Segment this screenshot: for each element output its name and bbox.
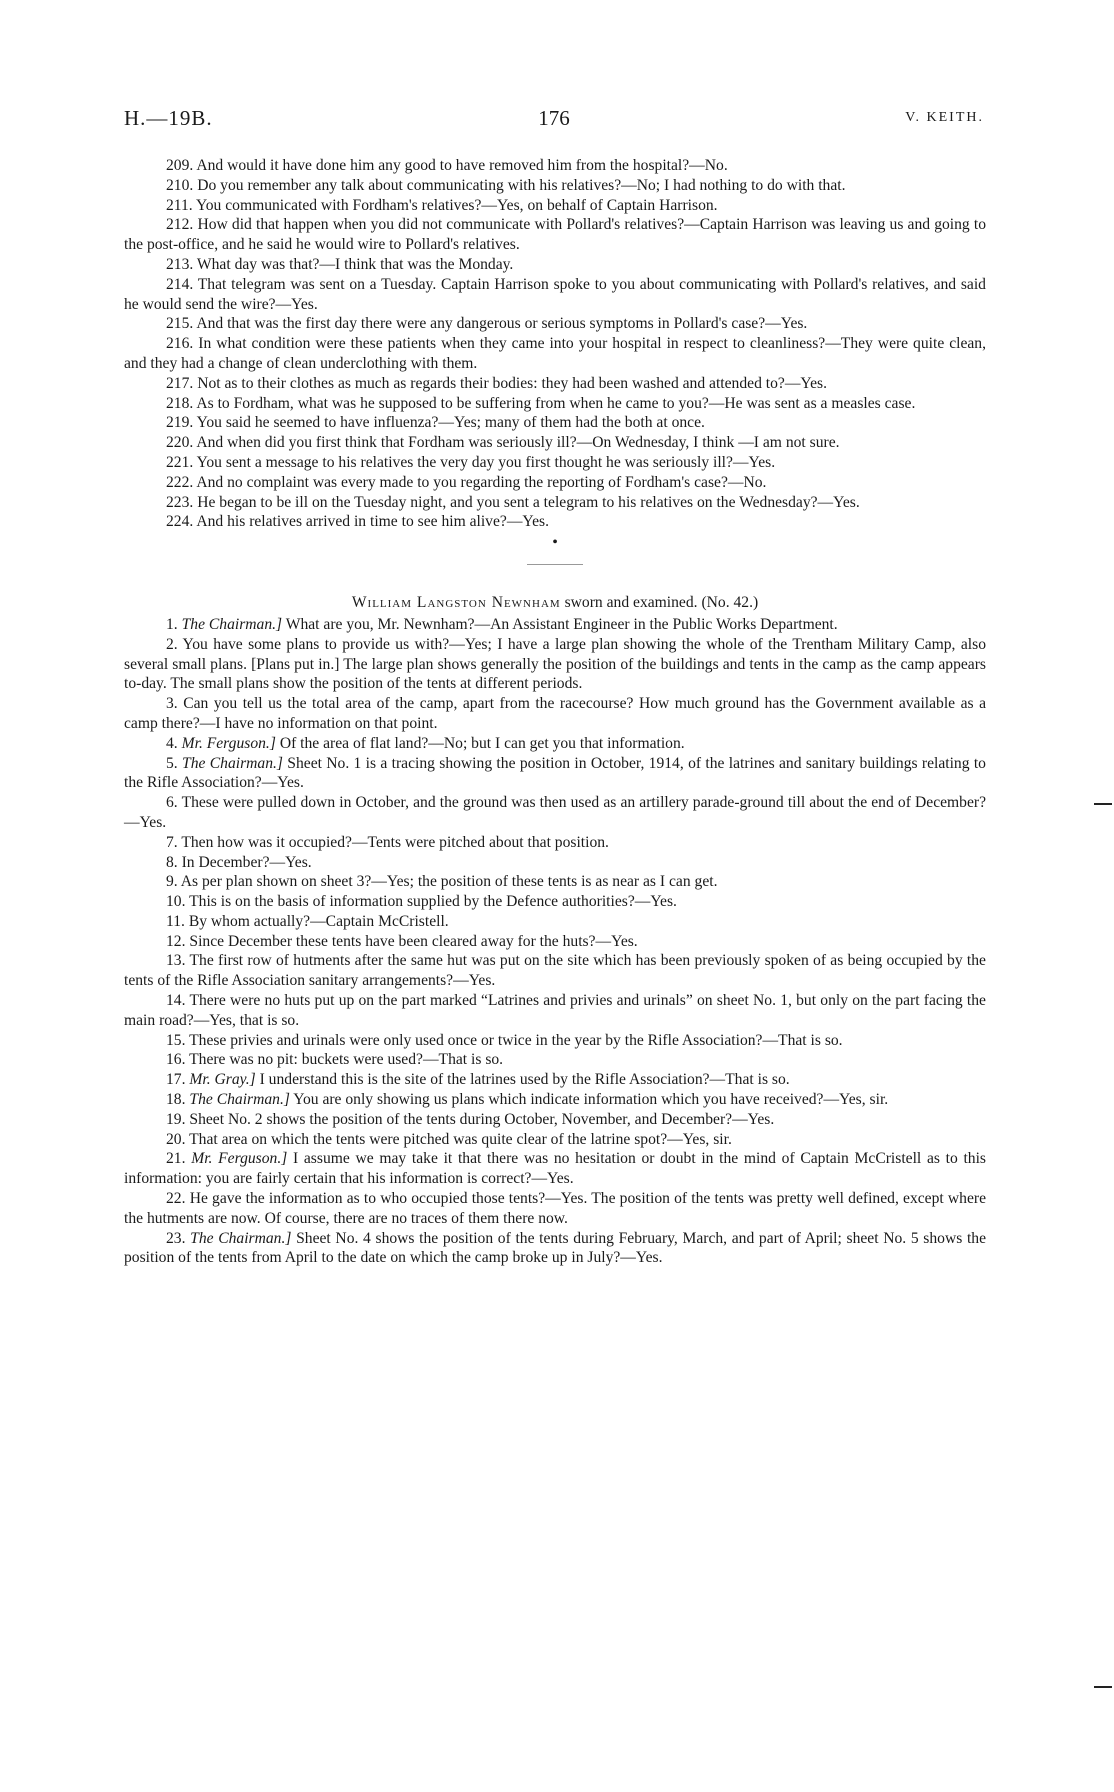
separator-bullet: • xyxy=(552,534,558,552)
question-answer-paragraph xyxy=(124,912,986,932)
question-answer-text: What are you, Mr. Newnham?—An Assistant Engineer in the Public Works Department. xyxy=(285,615,838,633)
question-answer-paragraph xyxy=(124,215,986,255)
testimony-part-1 xyxy=(124,156,986,532)
question-number: 210. xyxy=(166,176,194,194)
question-answer-text: As to Fordham, what was he supposed to be suffering from when he came to you?—He was sent as a measles case. xyxy=(196,394,916,412)
question-answer-text: Then how was it occupied?—Tents were pitched about that position. xyxy=(181,833,609,851)
question-number: 15. xyxy=(166,1031,186,1049)
question-answer-text: Of the area of flat land?—No; but I can get you that information. xyxy=(279,734,685,752)
question-number: 14. xyxy=(166,992,186,1010)
question-answer-paragraph xyxy=(124,1090,986,1110)
question-answer-text: In December?—Yes. xyxy=(181,853,312,871)
question-answer-text: He gave the information as to who occupied those tents?—Yes. The position of the tents was pretty well defined, except where the hutments are now. Of course, there are no traces of them there now. xyxy=(124,1190,986,1227)
question-number: 11. xyxy=(166,912,185,930)
speaker-label: The Chairman.] xyxy=(182,754,283,772)
question-number: 217. xyxy=(166,374,194,392)
question-answer-paragraph xyxy=(124,156,986,176)
question-answer-text: These were pulled down in October, and the ground was then used as an artillery parade-ground till about the end of December?—Yes. xyxy=(124,794,987,831)
question-number: 17. xyxy=(166,1071,186,1089)
question-number: 220. xyxy=(166,434,194,452)
heading-rest: sworn and examined. xyxy=(564,594,698,612)
question-answer-text: This is on the basis of information supplied by the Defence authorities?—Yes. xyxy=(189,893,677,911)
question-number: 213. xyxy=(166,255,194,273)
question-answer-paragraph xyxy=(124,1149,986,1189)
question-answer-text: I understand this is the site of the latrines used by the Rifle Association?—That is so. xyxy=(259,1071,790,1089)
question-answer-paragraph xyxy=(124,1070,986,1090)
question-number: 209. xyxy=(166,157,194,174)
question-answer-text: Sheet No. 2 shows the position of the tents during October, November, and December?—Yes. xyxy=(189,1110,775,1128)
question-answer-text: There were no huts put up on the part marked “Latrines and privies and urinals” on sheet No. 1, but only on the part facing the main road?—Yes, that is so. xyxy=(124,992,986,1029)
question-answer-paragraph xyxy=(124,635,986,694)
speaker-label: Mr. Ferguson.] xyxy=(181,734,276,752)
speaker-label: Mr. Ferguson.] xyxy=(191,1150,288,1168)
question-answer-text: The first row of hutments after the same hut was put on the site which has been previously spoken of as being occupied by the tents of the Rifle Association sanitary arrangements?—Yes. xyxy=(124,952,986,990)
question-number: 7. xyxy=(166,833,178,851)
question-answer-paragraph xyxy=(124,394,986,414)
question-number: 22. xyxy=(166,1190,186,1208)
question-answer-paragraph xyxy=(124,374,986,394)
question-number: 21. xyxy=(166,1150,186,1168)
question-number: 2. xyxy=(166,635,178,653)
question-answer-paragraph xyxy=(124,951,986,991)
question-answer-text: Sheet No. 4 shows the position of the tents during February, March, and part of April; sheet No. 5 shows the position of the tents from April to the date on which the camp broke up in July?—Yes. xyxy=(124,1229,986,1267)
question-answer-paragraph xyxy=(124,493,986,513)
question-answer-paragraph xyxy=(124,275,986,315)
question-answer-paragraph xyxy=(124,694,986,734)
question-number: 222. xyxy=(166,473,194,491)
question-number: 20. xyxy=(166,1130,186,1148)
question-number: 9. xyxy=(166,873,178,891)
question-answer-text: You sent a message to his relatives the very day you first thought he was seriously ill?—Yes. xyxy=(196,453,776,471)
question-number: 13. xyxy=(166,952,186,970)
question-answer-text: There was no pit: buckets were used?—That is so. xyxy=(189,1051,504,1069)
question-answer-paragraph xyxy=(124,1130,986,1150)
question-answer-text: How did that happen when you did not communicate with Pollard's relatives?—Captain Harrison was leaving us and going to the post-office, and he said he would wire to Pollard's relatives. xyxy=(124,216,986,254)
question-answer-text: And when did you first think that Fordham was seriously ill?—On Wednesday, I think —I am not sure. xyxy=(196,434,840,452)
question-answer-text: That telegram was sent on a Tuesday. Captain Harrison spoke to you about communicating with Pollard's relatives, and said he would send the wire?—Yes. xyxy=(124,275,986,313)
question-number: 223. xyxy=(166,493,194,511)
question-number: 10. xyxy=(166,893,186,911)
question-answer-paragraph xyxy=(124,1110,986,1130)
margin-mark xyxy=(1094,803,1112,805)
question-answer-paragraph xyxy=(124,1189,986,1229)
speaker-label: Mr. Gray.] xyxy=(189,1071,256,1089)
question-number: 219. xyxy=(166,414,194,432)
question-answer-paragraph xyxy=(124,176,986,196)
question-answer-paragraph xyxy=(124,793,986,833)
question-answer-text: You are only showing us plans which indicate information which you have received?—Yes, sir. xyxy=(293,1091,889,1109)
question-answer-text: What day was that?—I think that was the Monday. xyxy=(196,255,514,273)
witness-name: William Langston Newnham xyxy=(351,594,561,612)
question-answer-text: Can you tell us the total area of the camp, apart from the racecourse? How much ground has the Government available as a camp there?—I have no information on that point. xyxy=(124,695,986,732)
question-answer-paragraph xyxy=(124,1229,986,1269)
question-answer-paragraph xyxy=(124,334,986,374)
question-answer-text: In what condition were these patients when they came into your hospital in respect to cleanliness?—They were quite clean, and they had a change of clean underclothing with them. xyxy=(124,335,986,372)
question-answer-paragraph xyxy=(124,734,986,754)
page-number: 176 xyxy=(538,106,570,130)
question-number: 6. xyxy=(166,794,178,812)
question-answer-text: As per plan shown on sheet 3?—Yes; the position of these tents is as near as I can get. xyxy=(180,873,718,891)
question-number: 1. xyxy=(166,615,178,633)
question-answer-paragraph xyxy=(124,255,986,275)
section-divider xyxy=(527,564,583,565)
question-number: 215. xyxy=(166,315,194,333)
margin-mark xyxy=(1094,1686,1112,1688)
page-body xyxy=(124,156,986,1268)
question-number: 4. xyxy=(166,734,178,752)
question-number: 5. xyxy=(166,754,178,772)
question-answer-text: You have some plans to provide us with?—Yes; I have a large plan showing the whole of the Trentham Military Camp, also several small plans. [Plans put in.] The large plan shows generally the position of the buildings and tents in the camp as the camp appears to-day. The small plans show the position of the tents at different periods. xyxy=(124,635,986,693)
testimony-part-2 xyxy=(124,615,986,1268)
witness-running-head: V. KEITH. xyxy=(905,110,984,125)
question-answer-paragraph xyxy=(124,1031,986,1051)
question-answer-text: I assume we may take it that there was no hesitation or doubt in the mind of Captain McCristell as to this information: you are fairly certain that his information is correct?—Yes. xyxy=(124,1150,986,1188)
speaker-label: The Chairman.] xyxy=(190,1229,292,1247)
question-answer-paragraph xyxy=(124,754,986,794)
question-number: 3. xyxy=(166,695,178,713)
document-reference: H.—19B. xyxy=(124,106,213,130)
question-number: 12. xyxy=(166,932,186,950)
question-answer-paragraph xyxy=(124,453,986,473)
question-answer-paragraph xyxy=(124,892,986,912)
question-answer-paragraph xyxy=(124,512,986,532)
question-answer-text: Since December these tents have been cleared away for the huts?—Yes. xyxy=(189,932,638,950)
question-answer-paragraph xyxy=(124,1050,986,1070)
question-answer-text: Not as to their clothes as much as regards their bodies: they had been washed and attended to?—Yes. xyxy=(197,374,827,392)
question-number: 224. xyxy=(166,513,194,531)
question-answer-text: That area on which the tents were pitched was quite clear of the latrine spot?—Yes, sir. xyxy=(189,1130,732,1148)
question-number: 19. xyxy=(166,1110,186,1128)
question-answer-text: By whom actually?—Captain McCristell. xyxy=(188,912,449,930)
question-number: 8. xyxy=(166,853,178,871)
question-answer-text: He began to be ill on the Tuesday night, and you sent a telegram to his relatives on the Wednesday?—Yes. xyxy=(197,493,860,511)
question-number: 218. xyxy=(166,394,194,412)
question-answer-text: Do you remember any talk about communicating with his relatives?—No; I had nothing to do with that. xyxy=(197,176,846,194)
question-answer-paragraph xyxy=(124,473,986,493)
question-number: 212. xyxy=(166,216,194,234)
question-answer-text: And no complaint was every made to you regarding the reporting of Fordham's case?—No. xyxy=(196,473,767,491)
question-answer-paragraph xyxy=(124,433,986,453)
question-number: 16. xyxy=(166,1051,186,1069)
question-answer-paragraph xyxy=(124,196,986,216)
question-answer-text: And his relatives arrived in time to see him alive?—Yes. xyxy=(196,513,550,531)
question-answer-text: And would it have done him any good to have removed him from the hospital?—No. xyxy=(196,157,728,174)
question-answer-paragraph xyxy=(124,991,986,1031)
question-answer-text: You said he seemed to have influenza?—Yes; many of them had the both at once. xyxy=(196,414,705,432)
question-number: 23. xyxy=(166,1229,186,1247)
question-answer-text: And that was the first day there were any dangerous or serious symptoms in Pollard's case?—Yes. xyxy=(196,315,808,333)
question-answer-paragraph xyxy=(124,615,986,635)
question-answer-paragraph xyxy=(124,872,986,892)
question-answer-text: Sheet No. 1 is a tracing showing the position in October, 1914, of the latrines and sanitary buildings relating to the Rifle Association?—Yes. xyxy=(124,754,986,792)
speaker-label: The Chairman.] xyxy=(181,615,283,633)
question-answer-paragraph xyxy=(124,413,986,433)
section-heading xyxy=(124,593,986,613)
question-number: 216. xyxy=(166,335,194,353)
page-header xyxy=(124,106,984,136)
question-number: 211. xyxy=(166,196,193,214)
question-answer-paragraph xyxy=(124,833,986,853)
question-answer-paragraph xyxy=(124,853,986,873)
question-number: 18. xyxy=(166,1091,186,1109)
exhibit-number: (No. 42.) xyxy=(701,594,759,612)
question-answer-text: These privies and urinals were only used once or twice in the year by the Rifle Association?—That is so. xyxy=(189,1031,843,1049)
question-answer-paragraph xyxy=(124,932,986,952)
question-number: 221. xyxy=(166,453,194,471)
question-answer-text: You communicated with Fordham's relatives?—Yes, on behalf of Captain Harrison. xyxy=(196,196,718,214)
question-number: 214. xyxy=(166,275,194,293)
question-answer-paragraph xyxy=(124,314,986,334)
speaker-label: The Chairman.] xyxy=(189,1091,290,1109)
